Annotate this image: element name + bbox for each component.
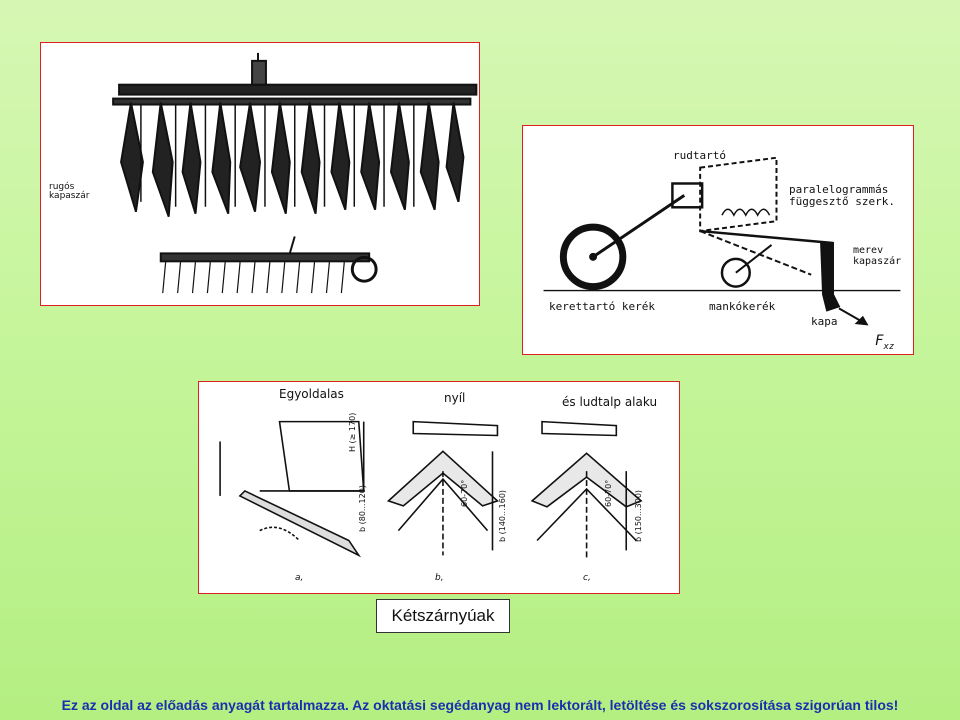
- fig-b-label: b,: [435, 573, 444, 583]
- dim-c-label: b (150...300): [634, 489, 643, 542]
- hoe-types-image: [198, 381, 680, 594]
- dim-a-label: b (80...120): [358, 485, 367, 532]
- fig-a-label: a,: [295, 573, 304, 583]
- footer-notice: Ez az oldal az előadás anyagát tartalmazza. Az oktatási segédanyag nem lektorált, letöltése és sokszorosítása szigorúan tilos!: [61, 697, 899, 713]
- fig-c-label: c,: [583, 573, 591, 583]
- force-label: $F_{xz}$: [875, 333, 895, 352]
- angle-b-label: 60-70°: [460, 479, 469, 507]
- drawbar-label: rudtartó: [673, 149, 726, 162]
- parallelogram-label: paralelogrammás függesztő szerk.: [789, 183, 895, 208]
- cultivator-drawing: [41, 43, 479, 305]
- spring-tine-label: rugós kapaszár: [49, 182, 90, 202]
- rigid-tine-label: merev kapaszár: [853, 245, 902, 267]
- parallelogram-image: [522, 125, 914, 355]
- caption-box: Kétszárnyúak: [376, 599, 510, 633]
- hoe-label: kapa: [811, 315, 838, 328]
- one-sided-label: Egyoldalas: [279, 387, 344, 401]
- frame-wheel-label: kerettartó kerék: [549, 300, 655, 313]
- height-a-label: H (≥ 170): [348, 412, 357, 452]
- goose-foot-label: és ludtalp alaku: [562, 395, 658, 409]
- gauge-wheel-label: mankókerék: [709, 300, 776, 313]
- arrow-label: nyíl: [444, 391, 466, 405]
- angle-c-label: 60-70°: [604, 479, 613, 507]
- cultivator-image: [40, 42, 480, 306]
- dim-b-label: b (140...160): [498, 489, 507, 542]
